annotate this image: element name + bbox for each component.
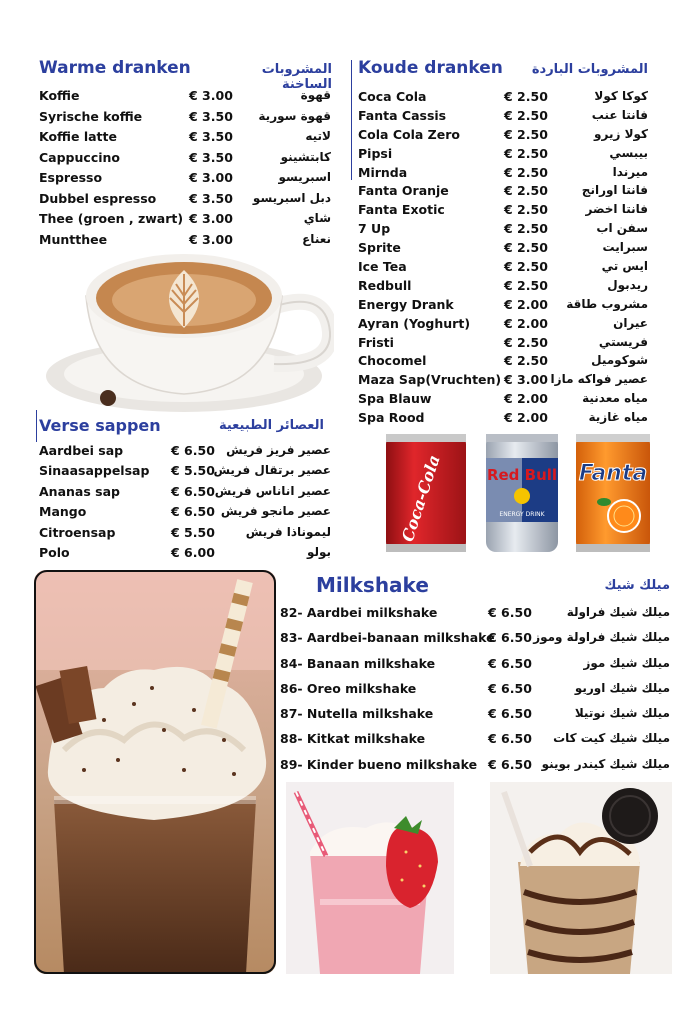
cold-drink-item-arabic-name: ميرندا <box>612 164 648 179</box>
cold-drink-item-arabic-name: كوكا كولا <box>594 89 648 103</box>
cold-drink-item-arabic-name: مشروب طاقة <box>566 296 648 311</box>
juice-item-arabic-name: عصير مانجو فريش <box>220 504 331 519</box>
milkshake-item <box>280 755 672 780</box>
juice-item-name: Mango <box>39 504 87 520</box>
juice-item <box>39 441 339 461</box>
warm-drink-item-arabic-name: قهوة سورية <box>258 108 331 123</box>
cold-drinks-title: Koude dranken <box>358 58 503 78</box>
warm-drink-item <box>39 127 339 148</box>
cold-drink-item-price: € 2.50 <box>504 259 548 275</box>
oreo-milkshake-image <box>490 782 672 974</box>
warm-drink-item-name: Espresso <box>39 170 103 185</box>
cold-drink-item <box>358 314 650 333</box>
cold-drink-item-name: Pipsi <box>358 145 393 161</box>
cold-drink-item-arabic-name: عصير فواكه مازا <box>550 372 648 387</box>
juice-item-arabic-name: بولو <box>306 544 331 559</box>
cold-drink-item-name: Ayran (Yoghurt) <box>358 315 471 331</box>
warm-drink-item-price: € 3.00 <box>189 231 233 247</box>
warm-drink-item-price: € 3.50 <box>189 129 233 144</box>
cold-drink-item-price: € 2.00 <box>504 410 548 426</box>
cold-drinks-list <box>358 87 650 427</box>
milkshake-item-arabic-name: ميلك شيك نوتيلا <box>574 706 670 721</box>
juice-item-price: € 5.50 <box>171 463 215 479</box>
cold-drink-item-name: 7 Up <box>358 221 391 237</box>
cold-drink-item-arabic-name: مياه غازية <box>588 410 648 425</box>
cold-drink-item-price: € 2.50 <box>504 353 548 369</box>
warm-drink-item <box>39 107 339 128</box>
cold-drink-item-name: Fristi <box>358 334 394 350</box>
juice-item <box>39 482 339 502</box>
cold-drink-item <box>358 351 650 370</box>
warm-drink-item-arabic-name: لاتيه <box>305 129 331 143</box>
juice-item-name: Polo <box>39 544 70 560</box>
cold-drink-item-price: € 2.50 <box>504 145 548 161</box>
cold-drink-item-price: € 2.00 <box>504 315 548 331</box>
juice-item-arabic-name: ليموناذا فريش <box>245 524 331 539</box>
juice-item-price: € 6.00 <box>171 544 215 560</box>
cold-drink-item <box>358 238 650 257</box>
cola-logo: Coca-Cola <box>397 452 444 545</box>
cold-drink-item-name: Spa Rood <box>358 410 425 426</box>
milkshake-item-price: € 6.50 <box>488 756 532 772</box>
cold-drink-item-name: Sprite <box>358 240 401 256</box>
milkshake-title-ar: ميلك شيك <box>604 578 670 593</box>
milkshake-item-arabic-name: ميلك شيك فراولة <box>566 605 670 619</box>
cold-drink-item-arabic-name: ايس تي <box>601 259 648 274</box>
warm-drink-item <box>39 230 339 251</box>
warm-drink-item-name: Dubbel espresso <box>39 190 157 206</box>
milkshake-item-name: 83- Aardbei-banaan milkshake <box>280 630 495 646</box>
cold-drink-item-arabic-name: فانتا اورانج <box>581 183 648 198</box>
milkshake-item-name: 88- Kitkat milkshake <box>280 731 426 747</box>
warm-drink-item-arabic-name: كابتشينو <box>280 149 331 164</box>
warm-drink-item-name: Syrische koffie <box>39 108 143 124</box>
milkshake-item-name: 86- Oreo milkshake <box>280 680 417 696</box>
juice-title: Verse sappen <box>39 416 161 435</box>
juice-item-name: Citroensap <box>39 524 116 540</box>
cold-drink-item-price: € 2.50 <box>504 107 548 123</box>
warm-drinks-title-ar: المشروبات الساخنة <box>261 62 332 92</box>
warm-drink-item-arabic-name: قهوة <box>300 88 331 102</box>
warm-drink-item-price: € 3.00 <box>189 211 233 226</box>
juice-item-arabic-name: عصير فريز فريش <box>226 443 331 457</box>
warm-drink-item <box>39 86 339 107</box>
juice-item-name: Sinaasappelsap <box>39 463 150 479</box>
cold-drink-item-arabic-name: عيران <box>613 315 648 330</box>
juice-item-price: € 6.50 <box>171 483 215 499</box>
milkshake-item <box>280 729 672 754</box>
milkshake-item-price: € 6.50 <box>488 655 532 671</box>
warm-drink-item-price: € 3.50 <box>189 190 233 206</box>
cold-drink-item-price: € 2.50 <box>504 126 548 142</box>
milkshake-item-price: € 6.50 <box>488 706 532 722</box>
cold-drink-item-name: Chocomel <box>358 353 427 369</box>
milkshake-item-name: 89- Kinder bueno milkshake <box>280 756 478 772</box>
cold-drink-item-name: Maza Sap(Vruchten) <box>358 372 502 388</box>
cold-drink-item-price: € 2.50 <box>504 89 548 104</box>
cold-drink-item-name: Coca Cola <box>358 89 427 104</box>
cold-drink-item-price: € 2.50 <box>504 240 548 256</box>
warm-drink-item-name: Thee (groen , zwart) <box>39 211 184 226</box>
cold-drink-item <box>358 389 650 408</box>
cold-drink-item-arabic-name: فريستي <box>598 334 648 349</box>
cold-drink-item <box>358 295 650 314</box>
warm-drink-item <box>39 209 339 230</box>
juice-item-arabic-name: عصير برتقال فريش <box>213 463 331 478</box>
cold-drink-item <box>358 370 650 389</box>
juice-item-name: Ananas sap <box>39 483 120 499</box>
warm-drink-item-arabic-name: شاي <box>303 211 331 225</box>
chocolate-milkshake-image <box>34 570 276 974</box>
redbull-sub: ENERGY DRINK <box>499 511 545 518</box>
cold-drink-item-arabic-name: مياه معدنية <box>582 391 648 406</box>
fanta-logo: Fanta <box>578 461 648 486</box>
cold-drink-item-name: Spa Blauw <box>358 391 432 407</box>
milkshake-item-price: € 6.50 <box>488 731 532 747</box>
milkshake-item-name: 82- Aardbei milkshake <box>280 605 438 620</box>
cold-drink-item-price: € 2.50 <box>504 202 548 218</box>
cold-drink-item-arabic-name: سبرايت <box>602 240 648 255</box>
cold-drink-item-price: € 2.50 <box>504 277 548 293</box>
cold-drinks-title-ar: المشروبات الباردة <box>531 62 648 77</box>
cold-drink-item-price: € 2.50 <box>504 183 548 199</box>
juice-item-name: Aardbei sap <box>39 443 124 458</box>
cold-drink-item <box>358 257 650 276</box>
warm-drink-item <box>39 168 339 189</box>
milkshake-item-name: 84- Banaan milkshake <box>280 655 436 671</box>
milkshake-item <box>280 603 672 628</box>
milkshake-title: Milkshake <box>316 573 429 597</box>
milkshake-item-arabic-name: ميلك شيك فراولة وموز <box>533 630 670 645</box>
warm-drink-item-arabic-name: دبل اسبريسو <box>252 190 331 205</box>
cold-drink-item-name: Fanta Cassis <box>358 107 447 123</box>
juice-item-price: € 5.50 <box>171 524 215 540</box>
warm-drink-item-name: Koffie <box>39 88 80 103</box>
menu-page <box>10 30 686 1010</box>
cold-drink-item-arabic-name: فانتا عنب <box>591 107 648 122</box>
cold-drink-item-price: € 2.00 <box>504 296 548 312</box>
milkshake-item-arabic-name: ميلك شيك كيندر بوينو <box>541 756 670 771</box>
warm-drinks-list <box>39 86 339 250</box>
cold-drink-item <box>358 181 650 200</box>
juice-item <box>39 543 339 563</box>
warm-drink-item <box>39 189 339 210</box>
cold-drink-item-price: € 2.50 <box>504 221 548 237</box>
juice-item <box>39 461 339 481</box>
cold-drink-item-price: € 2.00 <box>504 391 548 407</box>
warm-drink-item-price: € 3.50 <box>189 149 233 165</box>
juice-item-price: € 6.50 <box>171 443 215 458</box>
cold-drink-item-price: € 2.50 <box>504 164 548 180</box>
warm-drink-item-name: Muntthee <box>39 231 108 247</box>
cold-drink-item-arabic-name: ريدبول <box>607 277 648 292</box>
cold-drink-item <box>358 408 650 427</box>
juice-title-ar: العصائر الطبيعية <box>218 418 324 433</box>
cold-drink-item-name: Fanta Exotic <box>358 202 445 218</box>
cold-drink-item-arabic-name: فانتا اخضر <box>585 202 648 217</box>
cold-drink-item-arabic-name: كولا زيرو <box>594 126 648 141</box>
milkshake-item-price: € 6.50 <box>488 680 532 696</box>
cold-drink-item <box>358 163 650 182</box>
cold-drink-item-name: Fanta Oranje <box>358 183 449 199</box>
juice-list <box>39 441 339 563</box>
milkshake-item <box>280 654 672 679</box>
warm-drink-item-price: € 3.00 <box>189 170 233 185</box>
cold-drink-item <box>358 333 650 352</box>
warm-drink-item-name: Koffie latte <box>39 129 117 144</box>
cappuccino-image <box>34 248 334 414</box>
cold-drink-item-name: Cola Cola Zero <box>358 126 460 142</box>
milkshake-item <box>280 628 672 653</box>
soda-cans-image <box>372 430 654 556</box>
milkshake-item <box>280 704 672 729</box>
juice-item <box>39 502 339 522</box>
redbull-logo: Red Bull <box>486 466 558 484</box>
cold-drink-item-name: Mirnda <box>358 164 408 180</box>
milkshake-item-arabic-name: ميلك شيك اوريو <box>574 680 670 695</box>
cold-drink-item-arabic-name: بيبسي <box>609 145 648 160</box>
cold-drink-item <box>358 125 650 144</box>
cold-drink-item <box>358 87 650 106</box>
milkshake-item-arabic-name: ميلك شيك كيت كات <box>553 731 670 746</box>
milkshake-item <box>280 679 672 704</box>
cold-drink-item <box>358 219 650 238</box>
milkshake-item-price: € 6.50 <box>488 630 532 646</box>
juice-item-price: € 6.50 <box>171 504 215 520</box>
strawberry-milkshake-image <box>286 782 454 974</box>
milkshake-item-price: € 6.50 <box>488 605 532 620</box>
cold-drink-item <box>358 276 650 295</box>
cold-drink-item-name: Ice Tea <box>358 259 407 275</box>
warm-drink-item-arabic-name: اسبريسو <box>278 170 331 184</box>
cold-drink-item <box>358 144 650 163</box>
cold-drink-item-arabic-name: سفن اب <box>596 221 648 236</box>
cold-drink-item-arabic-name: شوكوميل <box>591 353 648 368</box>
column-divider <box>351 60 352 180</box>
cold-drink-item-price: € 3.00 <box>504 372 548 388</box>
juice-divider <box>36 410 37 442</box>
cold-drink-item <box>358 200 650 219</box>
warm-drink-item <box>39 148 339 169</box>
milkshake-item-arabic-name: ميلك شيك موز <box>583 655 670 670</box>
warm-drink-item-arabic-name: نعناع <box>302 231 331 246</box>
warm-drink-item-price: € 3.00 <box>189 88 233 103</box>
juice-item <box>39 523 339 543</box>
milkshake-list <box>280 603 672 780</box>
warm-drink-item-name: Cappuccino <box>39 149 120 165</box>
warm-drinks-title: Warme dranken <box>39 58 191 78</box>
cold-drink-item-name: Redbull <box>358 277 412 293</box>
cold-drink-item <box>358 106 650 125</box>
milkshake-item-name: 87- Nutella milkshake <box>280 706 434 722</box>
juice-item-arabic-name: عصير اناناس فريش <box>214 483 331 498</box>
warm-drink-item-price: € 3.50 <box>189 108 233 124</box>
cold-drink-item-price: € 2.50 <box>504 334 548 350</box>
cold-drink-item-name: Energy Drank <box>358 296 454 312</box>
